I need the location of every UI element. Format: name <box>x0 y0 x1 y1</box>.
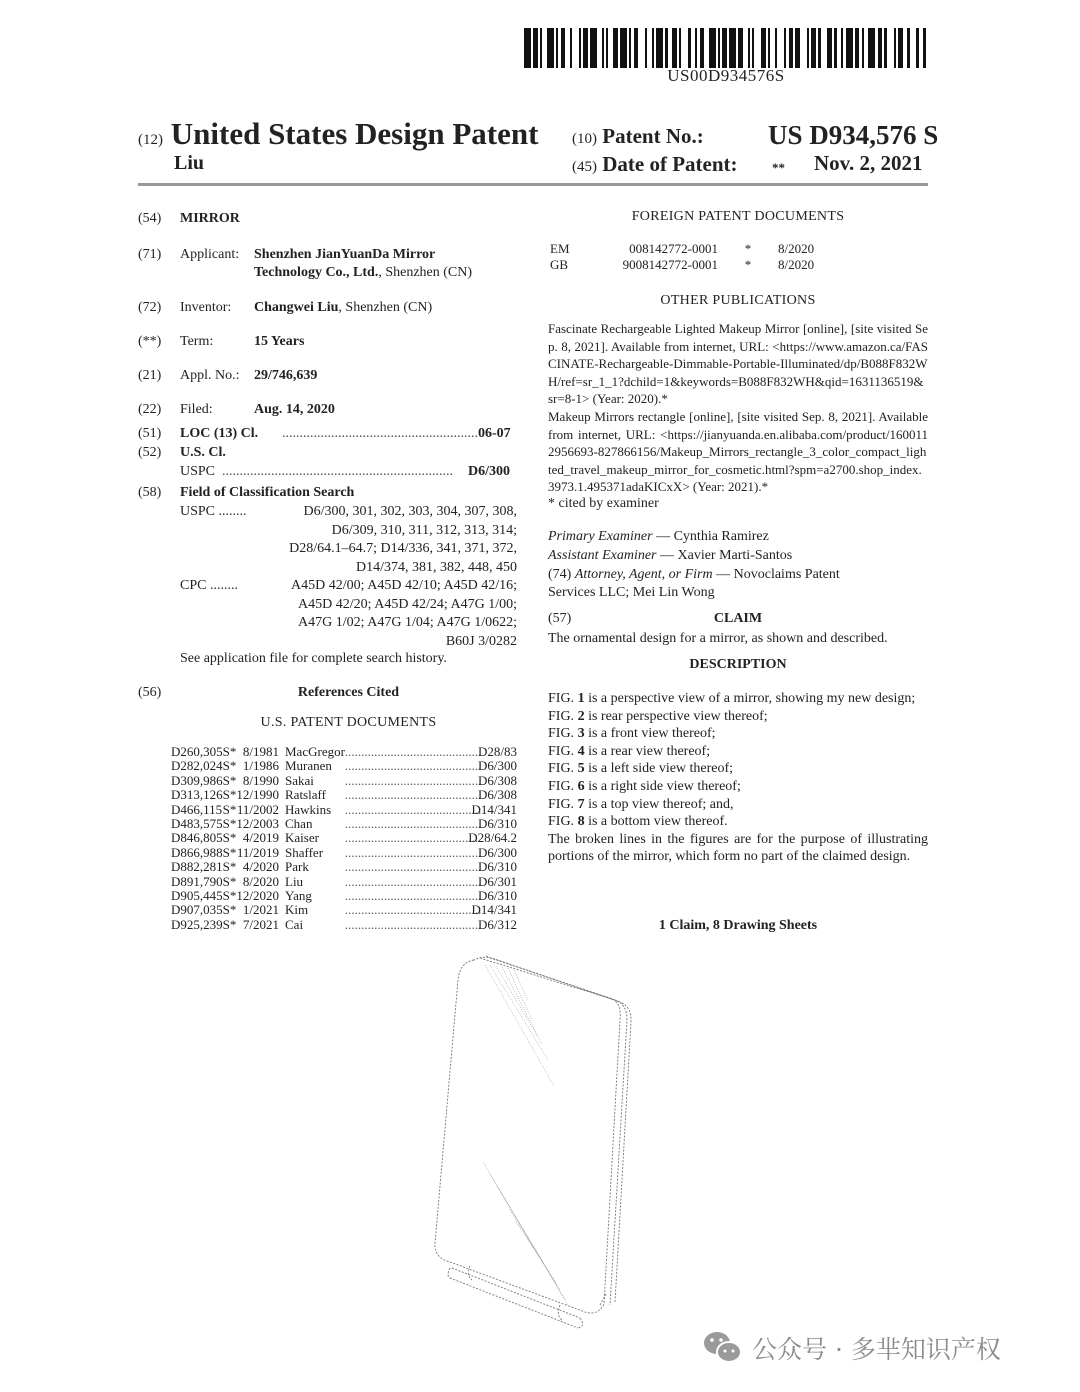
foreign-country: GB <box>550 257 569 272</box>
ref-class: D14/341 <box>471 902 517 918</box>
ref-star: * <box>229 859 237 875</box>
ref-leader: .......................................... <box>344 844 482 860</box>
barcode <box>524 28 928 68</box>
header-divider <box>138 183 928 186</box>
foreign-docs-table <box>548 240 816 274</box>
ref-kind: S <box>222 916 230 932</box>
foreign-date: 8/2020 <box>778 241 815 256</box>
ref-star: * <box>229 830 237 846</box>
inventor-name: Changwei Liu <box>254 300 339 315</box>
date-of-patent-label <box>572 152 738 177</box>
figure-description <box>548 708 928 726</box>
ref-kind: S <box>222 744 230 759</box>
reference-row <box>171 918 517 932</box>
reference-row <box>171 817 517 831</box>
figure-description <box>548 743 928 761</box>
uspc-leader: .................................................................. <box>222 464 453 479</box>
ref-date: 12/1990 <box>236 787 279 803</box>
fig-number: 7 <box>577 796 585 812</box>
ref-class: D6/310 <box>478 888 517 904</box>
reflection-hatching <box>483 965 570 1308</box>
ref-class: D14/341 <box>471 801 517 817</box>
code-74: (74) <box>548 567 572 582</box>
ref-number: D466,115 <box>171 801 223 817</box>
ref-star: * <box>229 816 237 832</box>
wechat-icon <box>702 1330 744 1366</box>
inventor-surname: Liu <box>174 152 205 174</box>
reference-row <box>171 875 517 889</box>
barcode-bar <box>910 28 917 68</box>
barcode-bar <box>846 28 853 68</box>
wechat-watermark <box>702 1330 1001 1366</box>
ref-leader: .......................................... <box>344 744 482 759</box>
ref-number: D313,126 <box>171 787 223 803</box>
ref-date: 1/1986 <box>242 758 279 774</box>
ref-star: * <box>229 772 237 788</box>
fig-number: 3 <box>577 726 585 742</box>
us-patent-docs-table <box>171 745 517 932</box>
fig-label: FIG. <box>548 708 575 724</box>
reference-row <box>171 846 517 860</box>
uspc-line: D6/309, 310, 311, 312, 313, 314; <box>331 522 517 538</box>
ref-number: D866,988 <box>171 844 223 860</box>
fig-text: is a rear view thereof; <box>584 743 711 759</box>
ref-number: D483,575 <box>171 816 223 832</box>
foreign-reference-row <box>550 258 814 272</box>
reference-row <box>171 803 517 817</box>
inventor-label: Inventor: <box>180 300 232 315</box>
ref-star: * <box>229 873 237 889</box>
assistant-examiner-name: — Xavier Marti-Santos <box>656 548 793 563</box>
ref-leader: .......................................... <box>344 758 482 774</box>
invention-title: MIRROR <box>180 211 240 226</box>
filed-label: Filed: <box>180 402 213 417</box>
primary-examiner-label: Primary Examiner <box>548 529 653 544</box>
appl-no-value: 29/746,639 <box>254 368 318 383</box>
ref-name: MacGregor <box>285 744 345 759</box>
us-patent-docs-heading: U.S. PATENT DOCUMENTS <box>260 715 437 730</box>
patent-no-code: (10) <box>572 131 597 147</box>
ref-star: * <box>229 744 237 759</box>
code-56: (56) <box>138 685 162 700</box>
appl-no-label: Appl. No.: <box>180 368 240 383</box>
loc-label: LOC (13) Cl. <box>180 426 259 441</box>
patent-number: US D934,576 S <box>768 120 939 150</box>
publication-entry: Makeup Mirrors rectangle [online], [site visited Sep. 8, 2021]. Available from internet, URL: <https://jianyuanda.en.alibaba.com/product/1600112956693-827866156/Makeup_Mirrors_rectangle_3_color_compact_lighted_travel_makeup_mirror_for_cosmetic.html?spm=a2700.shop_index.3973.1.495371adaKICxX> (Year: 2021).* <box>548 408 928 495</box>
cpc-line: A45D 42/20; A45D 42/24; A47G 1/00; <box>298 596 517 612</box>
barcode-bar <box>524 28 531 68</box>
fig-number: 4 <box>577 743 585 759</box>
field-uspc-label: USPC ........ <box>180 504 247 519</box>
fig-label: FIG. <box>548 743 575 759</box>
figure-description <box>548 778 928 796</box>
fig-number: 6 <box>577 778 585 794</box>
barcode-bar <box>572 28 579 68</box>
code-52: (52) <box>138 445 162 460</box>
field-uspc-values <box>180 503 517 577</box>
patent-number-label <box>572 124 704 149</box>
ref-date: 11/2019 <box>236 844 279 860</box>
assistant-examiner <box>548 547 792 565</box>
ref-kind: S <box>222 772 230 788</box>
barcode-bar <box>729 28 736 68</box>
fig-text: is a front view thereof; <box>584 726 716 742</box>
ref-star: * <box>229 801 237 817</box>
ref-number: D309,986 <box>171 772 223 788</box>
fig-label: FIG. <box>548 761 575 777</box>
ref-number: D846,805 <box>171 830 223 846</box>
attorney-firm: — Novoclaims Patent <box>712 567 840 582</box>
ref-number: D282,024 <box>171 758 223 774</box>
ref-star: * <box>229 902 237 918</box>
ref-class: D6/300 <box>478 844 517 860</box>
barcode-bar <box>656 28 663 68</box>
loc-value: 06-07 <box>478 426 511 441</box>
figure-description <box>548 725 928 743</box>
ref-class: D6/308 <box>478 787 517 803</box>
reference-row <box>171 831 517 845</box>
code-71: (71) <box>138 247 162 262</box>
reference-row <box>171 745 517 759</box>
date-code: (45) <box>572 159 597 175</box>
ref-kind: S <box>222 801 230 817</box>
search-history-note: See application file for complete search history. <box>180 651 447 666</box>
fig-text: is a right side view thereof; <box>584 778 741 794</box>
ref-leader: .......................................... <box>344 801 482 817</box>
ref-leader: .......................................... <box>344 902 482 918</box>
ref-kind: S <box>222 816 230 832</box>
ref-class: D6/308 <box>478 772 517 788</box>
reference-row <box>171 889 517 903</box>
broken-lines-note: The broken lines in the figures are for the purpose of illustrating portions of the mirror, which form no part of the claimed design. <box>548 831 928 865</box>
assistant-examiner-label: Assistant Examiner <box>548 548 657 563</box>
date-of-patent: Nov. 2, 2021 <box>814 151 923 175</box>
cpc-line: B60J 3/0282 <box>445 633 517 649</box>
ref-date: 12/2003 <box>236 816 279 832</box>
ref-kind: S <box>222 830 230 846</box>
description-heading: DESCRIPTION <box>689 657 787 672</box>
primary-examiner-name: — Cynthia Ramirez <box>652 529 769 544</box>
ref-star: * <box>229 916 237 932</box>
applicant-name-line2 <box>254 264 472 282</box>
description-body <box>548 690 928 866</box>
ref-name: Liu <box>285 873 304 889</box>
reference-row <box>171 788 517 802</box>
barcode-bar <box>754 28 761 68</box>
ref-date: 4/2020 <box>242 859 279 875</box>
barcode-bar <box>821 28 828 68</box>
ref-date: 11/2002 <box>236 801 279 817</box>
barcode-bar <box>681 28 688 68</box>
ref-leader: .......................................... <box>344 859 482 875</box>
reference-row <box>171 903 517 917</box>
mirror-perspective-drawing <box>420 940 660 1380</box>
fig-text: is a left side view thereof; <box>584 761 734 777</box>
uspc-line: D14/374, 381, 382, 448, 450 <box>356 559 517 575</box>
ref-name: Park <box>285 859 309 875</box>
barcode-bar <box>590 28 597 68</box>
figure-description <box>548 690 928 708</box>
type-code: (12) <box>138 132 163 148</box>
applicant-company: Technology Co., Ltd. <box>254 265 379 280</box>
code-57: (57) <box>548 611 572 626</box>
uspc-line: D6/300, 301, 302, 303, 304, 307, 308, <box>303 504 517 519</box>
applicant-name-line1: Shenzhen JianYuanDa Mirror <box>254 247 436 262</box>
ref-name: Muranen <box>285 758 332 774</box>
code-72: (72) <box>138 300 162 315</box>
fig-number: 8 <box>577 814 585 830</box>
ref-leader: .......................................... <box>344 787 482 803</box>
code-22: (22) <box>138 402 162 417</box>
ref-kind: S <box>222 888 230 904</box>
claim-heading: CLAIM <box>713 611 763 626</box>
applicant-location: , Shenzhen (CN) <box>378 265 473 280</box>
watermark-text: 公众号 · 多芈知识产权 <box>752 1335 1001 1364</box>
field-cpc-label: CPC ........ <box>180 578 238 593</box>
ref-date: 1/2021 <box>242 902 279 918</box>
field-search-label: Field of Classification Search <box>180 485 355 500</box>
barcode-number: US00D934576S <box>667 66 785 85</box>
field-cpc-values <box>180 577 517 651</box>
ref-leader: .......................................... <box>344 916 482 932</box>
ref-number: D891,790 <box>171 873 223 889</box>
ref-leader: .......................................... <box>344 830 482 846</box>
ref-number: D905,445 <box>171 888 223 904</box>
loc-leader: ........................................................ <box>282 426 478 441</box>
ref-kind: S <box>222 787 230 803</box>
fig-number: 2 <box>577 708 585 724</box>
fig-label: FIG. <box>548 726 575 742</box>
ref-star: * <box>229 844 237 860</box>
foreign-number: 008142772-0001 <box>629 241 718 256</box>
ref-date: 4/2019 <box>242 830 279 846</box>
fig-label: FIG. <box>548 691 575 706</box>
ref-name: Kim <box>285 902 309 918</box>
barcode-bar <box>638 28 645 68</box>
ref-class: D6/310 <box>478 816 517 832</box>
code-term: (**) <box>138 334 162 349</box>
ref-number: D882,281 <box>171 859 223 875</box>
references-heading: References Cited <box>297 685 400 700</box>
barcode-bar <box>868 28 875 68</box>
cpc-line: A47G 1/02; A47G 1/04; A47G 1/0622; <box>298 615 517 630</box>
ref-number: D260,305 <box>171 744 223 759</box>
ref-leader: .......................................... <box>344 772 482 788</box>
ref-star: * <box>229 787 237 803</box>
foreign-country: EM <box>550 241 570 256</box>
figure-description <box>548 760 928 778</box>
foreign-docs-heading: FOREIGN PATENT DOCUMENTS <box>631 209 845 224</box>
ref-leader: .......................................... <box>344 888 482 904</box>
primary-examiner <box>548 528 769 546</box>
other-publications <box>548 320 928 496</box>
barcode-bar <box>620 28 627 68</box>
attorney-label: Attorney, Agent, or Firm <box>574 567 713 582</box>
applicant-label: Applicant: <box>180 247 240 262</box>
foreign-reference-row <box>550 242 814 256</box>
fig-text: is a bottom view thereof. <box>584 814 728 830</box>
ref-name: Cai <box>285 916 304 932</box>
figure-description <box>548 813 928 831</box>
inventor-location: , Shenzhen (CN) <box>338 300 433 315</box>
term-label: Term: <box>180 334 214 349</box>
ref-kind: S <box>222 844 230 860</box>
ref-kind: S <box>222 758 230 774</box>
fig-number: 5 <box>577 761 585 777</box>
attorney-line2: Services LLC; Mei Lin Wong <box>548 585 715 600</box>
ref-kind: S <box>222 902 230 918</box>
figure-description <box>548 796 928 814</box>
ref-name: Shaffer <box>285 844 324 860</box>
cpc-line: A45D 42/00; A45D 42/10; A45D 42/16; <box>291 578 517 593</box>
claims-sheets-count: 1 Claim, 8 Drawing Sheets <box>658 918 818 933</box>
uspc-label: USPC <box>180 464 216 479</box>
ref-date: 8/2020 <box>242 873 279 889</box>
other-pubs-heading: OTHER PUBLICATIONS <box>660 293 816 308</box>
reference-row <box>171 774 517 788</box>
mirror-outline <box>435 956 631 1328</box>
fig-label: FIG. <box>548 796 575 812</box>
ref-kind: S <box>222 873 230 889</box>
foreign-date: 8/2020 <box>778 257 815 272</box>
ref-date: 8/1981 <box>242 744 279 759</box>
code-21: (21) <box>138 368 162 383</box>
patent-title <box>138 116 538 152</box>
reference-row <box>171 759 517 773</box>
ref-number: D925,239 <box>171 916 223 932</box>
date-marker: ** <box>772 160 785 175</box>
ref-date: 8/1990 <box>242 772 279 788</box>
fig-label: FIG. <box>548 778 575 794</box>
ref-name: Hawkins <box>285 801 332 817</box>
barcode-bar <box>777 28 784 68</box>
ref-leader: .......................................... <box>344 873 482 889</box>
ref-name: Chan <box>285 816 313 832</box>
barcode-bar <box>800 28 807 68</box>
barcode-bar <box>547 28 554 68</box>
patent-no-label-text: Patent No.: <box>602 124 704 148</box>
attorney <box>548 566 840 584</box>
reference-row <box>171 860 517 874</box>
fig-number: 1 <box>577 691 585 706</box>
ref-class: D6/312 <box>478 916 517 932</box>
foreign-number: 9008142772-0001 <box>622 257 718 272</box>
ref-class: D6/300 <box>478 758 517 774</box>
fig-label: FIG. <box>548 814 575 830</box>
ref-kind: S <box>222 859 230 875</box>
ref-name: Yang <box>285 888 312 904</box>
ref-star: * <box>229 758 237 774</box>
ref-number: D907,035 <box>171 902 223 918</box>
ref-class: D28/64.2 <box>468 830 517 846</box>
ref-class: D6/310 <box>478 859 517 875</box>
term-value: 15 Years <box>254 334 305 349</box>
barcode-bar <box>709 28 716 68</box>
ref-date: 7/2021 <box>242 916 279 932</box>
claim-text: The ornamental design for a mirror, as shown and described. <box>548 631 888 646</box>
ref-date: 12/2020 <box>236 888 279 904</box>
code-51: (51) <box>138 426 162 441</box>
uspc-line: D28/64.1–64.7; D14/336, 341, 371, 372, <box>289 541 517 556</box>
ref-leader: .......................................... <box>344 816 482 832</box>
fig-text: is rear perspective view thereof; <box>584 708 768 724</box>
fig-text: is a top view thereof; and, <box>584 796 734 812</box>
ref-name: Kaiser <box>285 830 319 846</box>
document-type: United States Design Patent <box>170 116 539 151</box>
inventor-value <box>254 299 432 317</box>
barcode-bar <box>887 28 894 68</box>
ref-name: Sakai <box>285 772 314 788</box>
uspc-value: D6/300 <box>468 464 510 479</box>
cited-by-examiner-note: * cited by examiner <box>548 496 659 511</box>
barcode-bar <box>926 28 928 68</box>
code-54: (54) <box>138 211 162 226</box>
publication-entry: Fascinate Rechargeable Lighted Makeup Mirror [online], [site visited Sep. 8, 2021]. Available from internet, URL: <https://www.amazon.ca/FASCINATE-Rechargeable-Dimmable-Portable-Illuminated/dp/B088F832WH/ref=sr_1_1?dchild=1&keywords=B088F832WH&qid=1631136519&sr=8-1> (Year: 2020).* <box>548 321 928 407</box>
ref-star: * <box>229 888 237 904</box>
ref-name: Ratslaff <box>285 787 326 803</box>
date-label-text: Date of Patent: <box>602 152 738 176</box>
foreign-star: * <box>744 241 752 256</box>
filed-value: Aug. 14, 2020 <box>254 402 335 417</box>
fig-text: is a perspective view of a mirror, showing my new design; <box>584 691 916 706</box>
foreign-star: * <box>744 257 752 272</box>
us-cl-label: U.S. Cl. <box>180 445 226 460</box>
ref-class: D28/83 <box>478 744 517 759</box>
ref-class: D6/301 <box>478 873 517 889</box>
code-58: (58) <box>138 485 162 500</box>
